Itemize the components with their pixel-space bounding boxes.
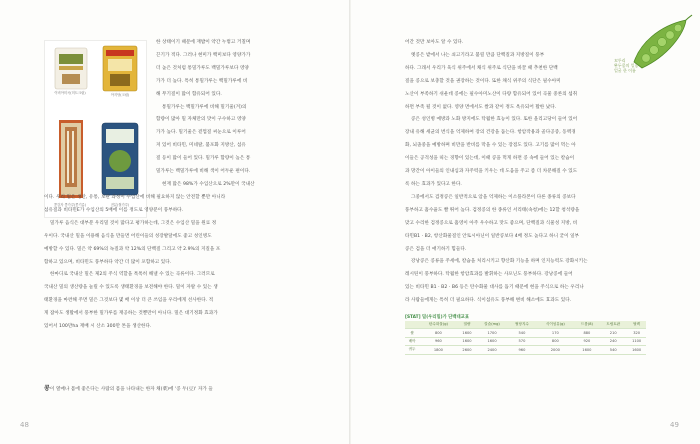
product-bag-icon [100, 121, 140, 197]
table-cell: 2000 [536, 346, 575, 354]
text-line: 가가 더 높다. 특히 통밀가루는 백밀가루에 비 [156, 78, 248, 84]
table-row-label: 배아 [405, 337, 419, 345]
text-line: 함량이 많아 밀 자체만의 맛이 구수하고 영양 [156, 117, 246, 123]
product-caption: 콩감자 콩가루(콩기름) [53, 203, 87, 207]
table-header-cell: 드롭(8) [575, 321, 599, 329]
table-cell: 2400 [476, 346, 508, 354]
bean-intro-text: 이 열매나 몸에 좋은다는 사람의 몸을 나타내는 한자 채(菜)에 '콩 두(豆)' 자가 들 [49, 387, 213, 392]
text-line: 옛콩은 밭에서 나는 쇠고기라고 불릴 만큼 단백질과 지방질이 풍부 [411, 52, 545, 58]
table-header-row [405, 321, 646, 329]
text-line: 끈기가 적다. 그러나 현미가 백미보다 영양가가 [156, 52, 251, 58]
table-cell: 210 [599, 329, 627, 337]
table-row [405, 337, 646, 345]
text-line: 태환경을 마련해 주면 밀은 그것보다 몇 배 이상 더 큰 쓰임을 우리에게 선사한다. 적 [44, 298, 214, 304]
text-line: 가가 높다. 밀기울은 겉껍질 씨눈으로 이루어 [156, 130, 246, 136]
text-line: 국내산 밀의 생산량을 늘릴 수 있도록 생태환경을 보전해야 한다. 밀이 자랄 수 있는 생 [44, 285, 218, 291]
text-line: 밀가루는 백밀가루에 비해 색이 어두운 편이다. [156, 169, 251, 175]
table-cell: 1600 [458, 329, 477, 337]
table-header-cell [405, 321, 419, 329]
left-column-text [156, 37, 306, 192]
table-cell: 570 [508, 337, 536, 345]
table-cell: 1600 [476, 337, 508, 345]
text-line: 져 있어 비타민, 미네랄, 불포화 지방산, 섬유 [156, 143, 246, 149]
pea-label-line: 꼬투리 [614, 58, 626, 63]
left-page-number: 48 [20, 421, 29, 429]
table-cell: 1600 [458, 337, 477, 345]
text-line: 레시틴이 풍부하다. 탁월한 항암효과를 발휘하는 사포닌도 풍부하다. 강낭콩에 들어 [405, 272, 573, 278]
text-line: 타민B1 · B2, 항산화물질인 안토시아닌이 일반콩보다 4배 정도 높다고 하니 굳이 일부 [405, 233, 580, 239]
text-line: 노산이 부족하기 쉬운데 콩에는 필수아미노산이 다량 함유되어 있어 곡물 중론의 섭취 [405, 91, 578, 97]
text-line: 이다. 우리 밀은 생산, 유통, 보관 과정이 수입산에 비해 필요하지 않는 안전할 뿐만 아니라 [44, 195, 226, 200]
text-line: 게 잡아도 생활에서 풍부한 밀가루를 재공하는 것뿐만이 아니다. 밀은 대기정화 효과가 [44, 311, 218, 317]
text-line: 장내 유해 세균의 번식을 억제하여 장의 건강을 돕는다. 항암작용과 골다공증, 동맥경 [405, 130, 576, 136]
text-line: 맞고 수리한 검정콩으로 흡영이 아주 우수하고 맛도 좋으며, 단백질과 식물성 지방, 비 [405, 220, 578, 226]
text-line: 한 상태이기 때문에 재밥이 약간 누렇고 거칠며 [156, 40, 251, 45]
text-line: 이들은 공격성을 띠는 경향이 있는데, 이때 콩을 먹게 하면 콩 속에 들어 있는 칼슘이 [405, 156, 575, 162]
table-cell: 920 [575, 337, 599, 345]
text-line: 과 망간이 아이들의 인내심과 자주력을 키우는 데 도움을 주고 좀 더 차분해질 수 있도 [405, 169, 578, 175]
product-caption: 이비아미곡(미트크림) [54, 91, 86, 95]
text-line: 풍부하고 흡수율도 빨 뛰어 높다. 검정콩의 한 종류인 서리태(속청)에는 12할 청석량을 [405, 207, 580, 213]
table-cell: 1700 [476, 329, 508, 337]
pea-label-line: 얼굴 한 이름 [614, 68, 636, 73]
table-cell: 880 [575, 329, 599, 337]
right-page-number: 49 [670, 421, 679, 429]
table-cell: 1100 [627, 337, 646, 345]
product-bag-icon [57, 119, 85, 199]
table-row [405, 346, 646, 354]
table-cell: 540 [508, 329, 536, 337]
text-line: 콩은 성인병 예방과 노화 방지에도 탁월한 효능이 있다. 또한 올리고당이 들어 있어 [411, 117, 578, 123]
text-line: 한마디로 국내산 밀은 제2의 주식 역할을 톡톡히 해낼 수 있는 곡류이다. 그러므로 [50, 272, 215, 278]
text-line: 질을 콩으로 보충할 것을 권장하는 것이다. 또한 채식 위주의 식단은 필수아미 [405, 78, 561, 84]
product-bag-icon [53, 46, 89, 91]
product-caption: 아지당(크림) [110, 93, 130, 97]
table-row [405, 329, 646, 337]
pea-label-line: 완두콩의 일종 [614, 63, 639, 68]
table-cell: 320 [627, 329, 646, 337]
table-header-cell: 열량 [458, 321, 477, 329]
table-header-cell: 탈렉 [627, 321, 646, 329]
text-line: 통밀가루는 백밀가루에 비해 밀기울(겨)의 [162, 104, 247, 110]
table-header-cell: 혈당지수 [508, 321, 536, 329]
text-line: 그중에서도 검정콩은 일반적으로 암을 억제하는 이소플라본이 다른 종류의 콩보다 [411, 194, 576, 200]
right-page-text [405, 37, 645, 308]
left-fullwidth-text [44, 192, 306, 334]
text-line: 예방할 수 있다. 밀은 약 69%의 녹질과 약 12%의 단백질 그리고 약 2.9%의 지질을 포 [44, 246, 221, 252]
table-cell: 1600 [575, 346, 599, 354]
table-header-cell: 탄수화물(g) [419, 321, 458, 329]
product-caption: 전분(쌀가루) [110, 203, 130, 207]
text-line: 밀가루 음식은 대부분 우리밀 것이 많다고 평가하는데, 그것은 수입산 밀을 원료 정 [50, 220, 217, 226]
text-line: 어간 것만 보아도 알 수 있다. [405, 40, 464, 45]
table-cell: 540 [599, 346, 627, 354]
text-line: 강낭콩은 콩류을 주세에, 칼슘을 처리시키고 향산화 기능을 하며 인지능력도 강화시키는 [411, 259, 588, 265]
text-line: 하면 부족 될 것이 없다. 영양 면에서도 쌀과 같이 정도 옥유되어 활한 났다. [405, 104, 557, 110]
text-line: 하다. 그래서 우리가 육식 위주에서 채식 위주로 식단을 바꿀 때 추천한 단백 [405, 65, 558, 71]
table-cell: 960 [419, 337, 458, 345]
table-cell: 960 [508, 346, 536, 354]
bean-intro-line [44, 383, 306, 397]
text-line: 록 하는 효과가 있다고 한다. [405, 181, 462, 187]
table-cell: 1800 [419, 346, 458, 354]
table-header-cell: 트립토판 [599, 321, 627, 329]
text-line: 더 높은 것처럼 통밀가루도 백밀가루보다 영양 [156, 65, 249, 71]
text-line: 라 사람들에게는 특히 더 필요하다. 식이섬유도 풍부해 변비 해소에도 효과도 있다. [405, 298, 572, 304]
table-row-label: 쌀 [405, 329, 419, 337]
table-header-cell: 식이섬유(g) [536, 321, 575, 329]
text-line: 섬유질과 비타민E가 수입산의 5배에 이를 정도로 영양분이 풍부하다. [44, 207, 184, 213]
table-cell: 1600 [627, 346, 646, 354]
text-line: 우이다. 국내산 밀을 이용해 음식을 만들면 어린이들의 성장발달에도 좋고 성인병도 [44, 233, 212, 239]
bean-heading-word: 콩 [44, 385, 50, 392]
text-line: 해 무기질이 많이 함유되어 있다. [156, 91, 222, 97]
product-bag-icon [101, 44, 139, 93]
table-cell: 240 [599, 337, 627, 345]
text-line: 질 등이 많이 들어 있다. 밀가루 함량이 높은 통 [156, 156, 251, 162]
text-line: 함하고 있으며, 비타민도 풍부하다 약간 더 많이 포함하고 있다. [44, 259, 172, 265]
text-line: 화, 뇌졸중을 예방하며 비만을 반비를 막을 수 있는 장점도 있다. 고기를 많이 먹는 아 [405, 143, 576, 149]
nutrition-table [405, 321, 646, 355]
text-line: 있어서 100만ha 재배 시 산소 300만 톤을 생산한다. [44, 324, 152, 330]
text-line: 현재 많은 98%가 수입산으로 2%만이 국내산 [162, 181, 255, 187]
table-cell: 800 [536, 337, 575, 345]
table-title: [STAT] 밀(우리밀)가 단백대교표 [405, 315, 469, 320]
table-row-label: 귀두 [405, 346, 419, 354]
table-cell: 170 [536, 329, 575, 337]
text-line: 있는 비타민 B1 · B2 · B6 등은 탄수화물 대사를 돕기 때문에 현을 주식으로 하는 우리나 [405, 285, 584, 291]
text-line: 콩은 검을 더 애기하기 힘들다. [405, 246, 467, 252]
table-cell: 800 [419, 329, 458, 337]
table-cell: 2600 [458, 346, 477, 354]
table-header-cell: 칼슘(mg) [476, 321, 508, 329]
